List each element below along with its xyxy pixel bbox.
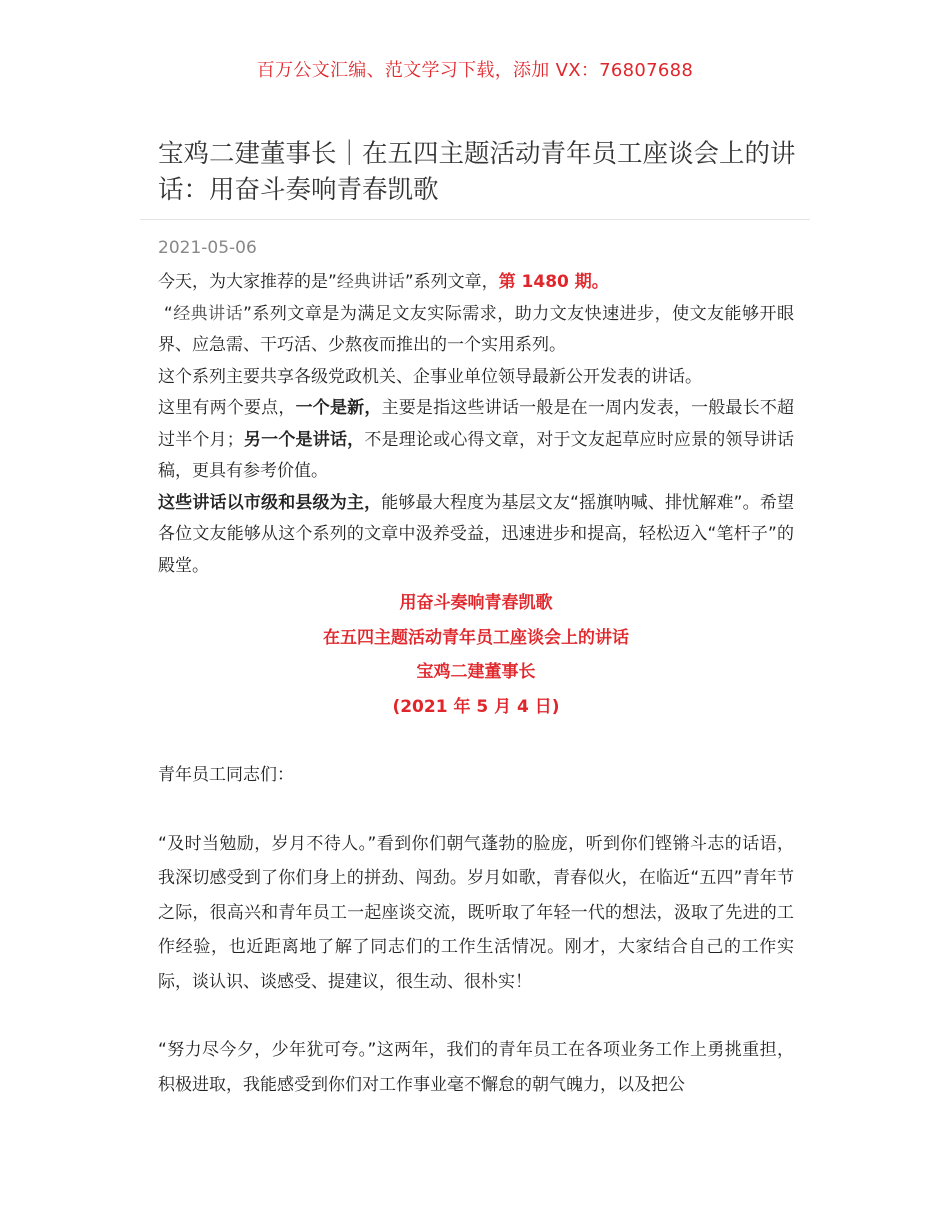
speech-section — [158, 758, 794, 1102]
intro-p2-open: “ — [158, 303, 173, 324]
title-divider — [140, 219, 810, 220]
spacer — [158, 793, 794, 827]
intro-section — [158, 267, 794, 582]
intro-paragraph-3: 这个系列主要共享各级党政机关、企事业单位领导最新公开发表的讲话。 — [158, 366, 702, 387]
intro-p1-prefix: 今天，为大家推荐的是” — [158, 272, 337, 292]
intro-p4-a: 这里有两个要点， — [158, 398, 296, 418]
speech-paragraph-1: “及时当勉励，岁月不待人。”看到你们朝气蓬勃的脸庞，听到你们铿锵斗志的话语，我深切感受到了你们身上的拼劲、闯劲。岁月如歌，青春似火，在临近“五四”青年节之际，很高兴和青年员工一起座谈交流，既听取了年轻一代的想法，汲取了先进的工作经验，也近距离地了解了同志们的工作生活情况。刚才，大家结合自己的工作实际，谈认识、谈感受、提建议，很生动、很朴实！ — [158, 833, 794, 992]
article-body — [158, 267, 794, 1102]
article-title: 宝鸡二建董事长｜在五四主题活动青年员工座谈会上的讲话：用奋斗奏响青春凯歌 — [158, 139, 796, 205]
intro-p1-middle: ”系列文章， — [404, 272, 499, 292]
spacer — [158, 999, 794, 1033]
series-name-2: 经典讲话 — [172, 303, 244, 324]
spacer — [158, 724, 794, 758]
intro-paragraph-2 — [158, 299, 794, 362]
point-one: 一个是新， — [295, 398, 382, 418]
speech-heading-block — [158, 586, 794, 724]
speech-subheading: 在五四主题活动青年员工座谈会上的讲话 — [323, 627, 629, 648]
speech-date: (2021 年 5 月 4 日) — [392, 696, 560, 717]
issue-number: 第 1480 期。 — [498, 272, 609, 292]
intro-p5-rest: 能够最大程度为基层文友“摇旗呐喊、排忧解难”。希望各位文友能够从这个系列的文章中汲养受益，迅速进步和提高，轻松迈入“笔杆子”的殿堂。 — [158, 492, 794, 576]
intro-p4-c: 主要是指这些讲话一般是在一周内发表，一般最长不超过半个月； — [158, 398, 795, 450]
series-name: 经典讲话 — [336, 272, 405, 292]
intro-paragraph-5 — [158, 488, 794, 583]
intro-p2-rest: ”系列文章是为满足文友实际需求，助力文友快速进步，使文友能够开眼界、应急需、干巧活、少熬夜而推出的一个实用系列。 — [158, 303, 795, 355]
intro-p4-e: 不是理论或心得文章，对于文友起草应时应景的领导讲话稿，更具有参考价值。 — [158, 429, 795, 481]
speech-heading: 用奋斗奏响青春凯歌 — [399, 593, 553, 613]
publish-date: 2021-05-06 — [158, 238, 257, 258]
speech-paragraph-2: “努力尽今夕，少年犹可夸。”这两年，我们的青年员工在各项业务工作上勇挑重担，积极进取，我能感受到你们对工作事业毫不懈怠的朝气魄力，以及把公 — [158, 1040, 794, 1095]
intro-paragraph-4 — [158, 393, 794, 488]
intro-paragraph-1 — [158, 267, 794, 299]
intro-p5-bold: 这些讲话以市级和县级为主， — [158, 492, 382, 513]
salutation: 青年员工同志们： — [158, 765, 294, 785]
speech-speaker: 宝鸡二建董事长 — [416, 662, 536, 682]
point-two: 另一个是讲话， — [243, 429, 365, 450]
watermark-banner: 百万公文汇编、范文学习下载，添加 VX：76807688 — [256, 60, 694, 81]
